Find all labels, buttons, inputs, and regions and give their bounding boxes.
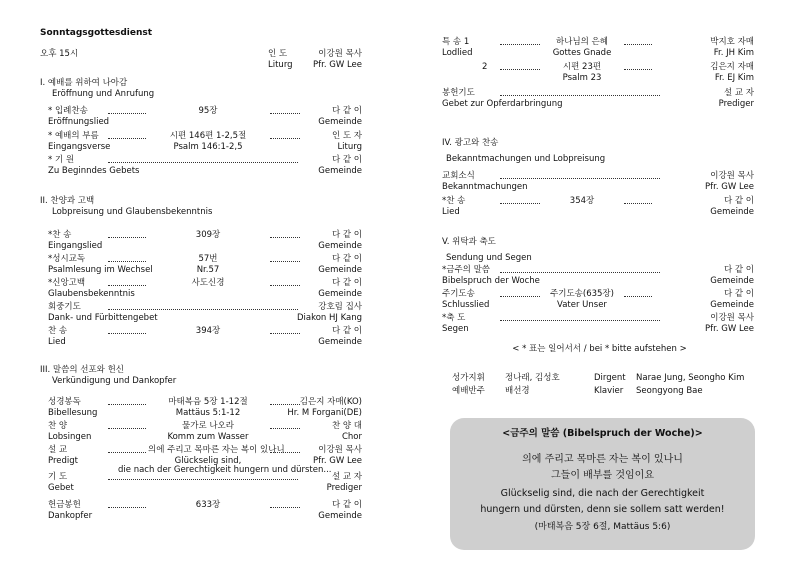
dotted-leader [270,113,300,114]
section-heading-de: Bekanntmachungen und Lobpreisung [446,154,606,164]
dotted-leader [108,237,146,238]
staff-role-de: Klavier [594,386,624,396]
order-item-detail: 마태복음 5장 1-12절 [168,397,248,407]
section-heading: V. 위탁과 축도 [442,237,496,247]
order-item-detail: 시편 146편 1-2,5절 [169,131,247,141]
dotted-leader [500,320,660,321]
order-item-label: * 기 원 [48,155,75,165]
order-item-detail: 물가로 나오라 [182,421,234,431]
dotted-leader [270,428,300,429]
dotted-leader [500,44,540,45]
bulletin-title: Sonntagsgottesdienst [40,28,153,38]
order-item-detail: 633장 [195,500,221,510]
dotted-leader [108,428,146,429]
order-item-label: 찬 송 [48,326,68,336]
order-item-leader-de: Gemeinde [318,289,362,299]
order-item-leader-de: Fr. JH Kim [713,48,754,58]
order-item-detail-de: Psalm 23 [562,73,602,83]
dotted-leader [270,285,300,286]
order-item-label: 회중기도 [48,302,81,312]
order-item-leader: 박지호 자매 [710,37,754,47]
order-item-leader-de: Gemeinde [318,265,362,275]
order-item-leader: 김은지 자매 [710,62,754,72]
order-item-leader-de: Pfr. GW Lee [313,456,362,466]
dotted-leader [108,404,146,405]
dotted-leader [270,333,300,334]
standing-note: < * 표는 일어서서 / bei * bitte aufstehen > [512,344,687,354]
order-item-leader: 다 같 이 [331,155,362,165]
order-item-label: 봉헌기도 [442,88,475,98]
order-item-detail-de: Gottes Gnade [552,48,612,58]
dotted-leader [500,203,540,204]
section-heading: II. 찬양과 고백 [40,196,95,206]
order-item-label-de: Bibelspruch der Woche [442,276,540,286]
section-heading-de: Lobpreisung und Glaubensbekenntnis [52,207,213,217]
order-item-detail-de: Psalm 146:1-2,5 [173,142,243,152]
order-item-leader: 인 도 자 [331,131,362,141]
order-item-leader-de: Prediger [718,99,754,109]
dotted-leader [270,507,300,508]
staff-role-de: Dirgent [594,373,626,383]
staff-role-ko: 성가지휘 [452,373,485,383]
dotted-leader [500,296,540,297]
opening-name-de: Pfr. GW Lee [313,60,362,70]
order-item-label: * 예배의 부름 [48,131,99,141]
order-item-leader-de: Chor [341,432,362,442]
order-item-detail: 95장 [198,106,218,116]
order-item-leader-de: Gemeinde [318,117,362,127]
order-item-detail: 309장 [195,230,221,240]
order-item-label-de: Zu Beginndes Gebets [48,166,140,176]
order-item-label-de: Dank- und Fürbittengebet [48,313,158,323]
order-item-detail-de: Komm zum Wasser [167,432,249,442]
order-item-detail-de: Mattäus 5:1-12 [175,408,241,418]
order-item-label-de: Psalmlesung im Wechsel [48,265,153,275]
order-item-detail: 57번 [198,254,218,264]
order-item-label: 찬 양 [48,421,68,431]
staff-name-ko: 배선경 [505,386,530,396]
order-item-leader: 이강원 목사 [710,313,754,323]
dotted-leader [270,138,300,139]
staff-role-ko: 예배반주 [452,386,485,396]
order-item-detail: 354장 [569,196,595,206]
order-item-leader: 다 같 이 [331,254,362,264]
staff-name-de: Seongyong Bae [636,386,703,396]
order-item-leader-de: Gemeinde [710,300,754,310]
dotted-leader [270,452,300,453]
order-item-label: 기 도 [48,472,68,482]
order-item-label: * 입례찬송 [48,106,88,116]
section-heading-de: Sendung und Segen [446,253,532,263]
order-item-label: *신앙고백 [48,278,86,288]
dotted-leader [108,113,146,114]
order-item-leader-de: Hr. M Forgani(DE) [287,408,362,418]
order-item-detail-de: Nr.57 [196,265,220,275]
dotted-leader [624,44,652,45]
order-item-detail: 사도신경 [191,278,225,288]
verse-german-line-1: Glückselig sind, die nach der Gerechtigkeit [500,488,705,499]
order-item-leader-de: Gemeinde [318,241,362,251]
verse-korean-line-2: 그들이 배부를 것임이요 [551,470,654,481]
section-heading: IV. 광고와 찬송 [442,138,499,148]
dotted-leader [108,162,298,163]
order-item-detail-de-2: die nach der Gerechtigkeit hungern und dürsten... [118,465,332,475]
order-item-leader-de: Pfr. GW Lee [705,324,754,334]
order-item-label: *축 도 [442,313,466,323]
order-item-label-de: Glaubensbekenntnis [48,289,135,299]
order-item-leader: 김은지 자매(KO) [299,397,362,407]
verse-korean-line-1: 의에 주리고 목마른 자는 복이 있나니 [522,454,683,465]
order-item-label-de: Eingangslied [48,241,103,251]
order-item-leader-de: Liturg [337,142,362,152]
section-heading-de: Verkündigung und Dankopfer [52,376,177,386]
verse-title: <금주의 말씀 (Bibelspruch der Woche)> [502,428,703,439]
order-item-label: *찬 송 [442,196,466,206]
order-item-label-de: Lobsingen [48,432,92,442]
order-item-label-de: Gebet [48,483,74,493]
order-item-label: 특 송 1 [442,37,470,47]
dotted-leader [108,479,298,480]
order-item-leader: 찬 양 대 [331,421,362,431]
verse-german-line-2: hungern und dürsten, denn sie sollem satt werden! [480,504,725,515]
order-item-label-de: Eingangsverse [48,142,111,152]
dotted-leader [270,261,300,262]
section-heading: I. 예배를 위하여 나아감 [40,78,128,88]
order-item-label-de: Dankopfer [48,511,93,521]
opening-name-ko: 이강원 목사 [318,49,362,59]
opening-label-ko: 인 도 [268,49,288,59]
order-item-label: 2 [482,62,488,72]
dotted-leader [624,296,652,297]
order-item-label-de: Segen [442,324,469,334]
order-item-label: *찬 송 [48,230,72,240]
order-item-label: 교회소식 [442,171,475,181]
dotted-leader [500,272,660,273]
order-item-label: 헌금봉헌 [48,500,81,510]
order-item-leader: 다 같 이 [723,265,754,275]
order-item-leader-de: Pfr. GW Lee [705,182,754,192]
service-time: 오후 15시 [40,49,79,59]
order-item-leader: 다 같 이 [331,106,362,116]
order-item-leader: 다 같 이 [331,278,362,288]
order-item-label: 설 교 [48,445,68,455]
order-item-label: 성경봉독 [48,397,81,407]
opening-label-de: Liturg [268,60,293,70]
order-item-detail-de: Glückselig sind, [174,456,242,466]
order-item-label-de: Eröffnungslied [48,117,110,127]
verse-reference: (마태복음 5장 6절, Mattäus 5:6) [534,522,671,532]
order-item-leader: 이강원 목사 [710,171,754,181]
dotted-leader [500,178,660,179]
verse-box [450,418,755,550]
order-item-leader-de: Gemeinde [318,511,362,521]
order-item-leader: 다 같 이 [331,326,362,336]
order-item-detail: 394장 [195,326,221,336]
order-item-leader: 강호림 집사 [318,302,362,312]
order-item-leader: 이강원 목사 [318,445,362,455]
dotted-leader [108,452,146,453]
dotted-leader [108,309,298,310]
order-item-leader: 다 같 이 [331,230,362,240]
order-item-label-de: Lied [442,207,460,217]
order-item-leader-de: Prediger [326,483,362,493]
dotted-leader [270,237,300,238]
order-item-label-de: Predigt [48,456,78,466]
section-heading-de: Eröffnung und Anrufung [52,89,155,99]
order-item-label: *성시교독 [48,254,86,264]
order-item-detail: 하나님의 은혜 [556,37,608,47]
order-item-leader-de: Fr. EJ Kim [714,73,754,83]
order-item-detail-de: Vater Unser [557,300,607,310]
order-item-leader: 다 같 이 [723,289,754,299]
order-item-leader-de: Gemeinde [318,166,362,176]
order-item-label: 주기도송 [442,289,475,299]
staff-name-de: Narae Jung, Seongho Kim [636,373,745,383]
order-item-leader: 설 교 자 [723,88,754,98]
order-item-label: *금주의 말씀 [442,265,491,275]
order-item-leader: 다 같 이 [331,500,362,510]
order-item-label-de: Bibellesung [48,408,98,418]
order-item-detail: 의에 주리고 목마른 자는 복이 있나니 [148,445,285,455]
dotted-leader [108,507,146,508]
order-item-leader: 설 교 자 [331,472,362,482]
order-item-label-de: Gebet zur Opferdarbringung [442,99,563,109]
dotted-leader [500,95,660,96]
order-item-leader-de: Diakon HJ Kang [296,313,362,323]
order-item-label-de: Bekanntmachungen [442,182,528,192]
order-item-leader-de: Gemeinde [318,337,362,347]
order-item-detail: 주기도송(635장) [550,289,614,299]
dotted-leader [108,333,146,334]
dotted-leader [624,203,652,204]
section-heading: III. 말씀의 선포와 헌신 [40,365,125,375]
order-item-leader-de: Gemeinde [710,276,754,286]
dotted-leader [108,261,146,262]
dotted-leader [108,285,146,286]
dotted-leader [624,69,652,70]
order-item-leader-de: Gemeinde [710,207,754,217]
dotted-leader [108,138,146,139]
order-item-label-de: Lodlied [442,48,473,58]
order-item-leader: 다 같 이 [723,196,754,206]
staff-name-ko: 정나래, 김성호 [505,373,560,383]
dotted-leader [270,404,300,405]
dotted-leader [500,69,540,70]
order-item-label-de: Lied [48,337,66,347]
order-item-detail: 시편 23편 [562,62,602,72]
order-item-label-de: Schlusslied [442,300,490,310]
